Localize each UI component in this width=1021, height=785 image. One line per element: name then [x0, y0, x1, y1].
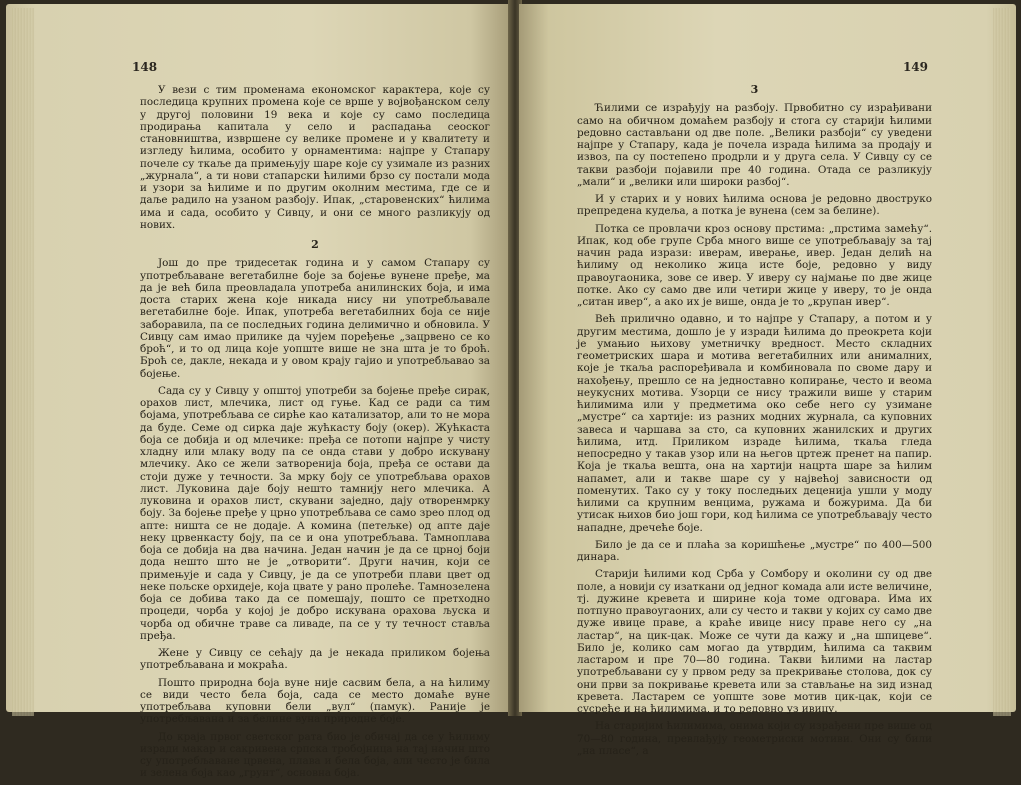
paragraph: Сада су у Сивцу у општој употреби за бојење пређе сирак, орахов лист, млечика, лист од гуње. Кад се ради са тим бојама, употребљава се сирће као катализатор, али то не мора да буде. Семе од сирка даје жућкасту боју (окер). Жућкаста боја се добија и од млечике: пређа се потопи најпре у чисту хладну или млаку воду па се онда стави у добро искувану млечику. Ако се жели затворенија боја, пређа се остави да стоји дуже у течности. За мрку боју се употребљава орахов лист. Луковина даје боју нешто тамнију него млечика. А луковина и орахов лист, скувани заједно, дају отворенмрку боју. За бојење пређе у црно употребљава се само зрео плод од апте: ништа се не додаје. А комина (петељке) од апте даје неку црвенкасту боју, па се и она употребљава. Тамноплава боја се добија на два начина. Један начин је да се црној боји дода нешто што не је „отворити“. Други начин, који се примењује и сада у Сивцу, је да се употреби плави цвет од неке пољске орхидеје, која цвате у рано пролеће. Тамнозелена боја се добива тако да се помешају, пошто се претходно процеди, чорба у којој је добро искувана орахова љуска и чорба од обичне траве са ливаде, па се у ту течност ставља пређа. — [140, 384, 490, 642]
left-page-body — [140, 84, 490, 785]
right-page-body — [577, 84, 932, 762]
paragraph: Жене у Сивцу се сећају да је некада приликом бојења употребљавана и мокраћа. — [140, 647, 490, 672]
page-number-right: 149 — [902, 60, 928, 74]
paragraph: Ћилими се израђују на разбоју. Првобитно су израђивани само на обичном домаћем разбоју и стога су старији ћилими редовно састављани од две поле. „Велики разбоји“ су уведени најпре у Стапару, када је почела израда ћилима за продају и извоз, па су постепено продрли и у друга села. У Сивцу су се такви разбоји појавили пре 40 година. Отада се разликују „мали“ и „велики или широки разбој“. — [577, 102, 932, 188]
paragraph: И у старих и у нових ћилима основа је редовно двоструко препредена кудеља, а потка је вунена (сем за белине). — [577, 193, 932, 218]
paragraph: Старији ћилими код Срба у Сомбору и околини су од две поле, а новији су изаткани од једног комада али исте величине, тј. дужине кревета и ширине која томе одговара. Има их потпуно правоугаоних, али су често и такви у којих су само две дуже ивице праве, а краће ивице нису праве него су „на ластар“, на цик-цак. Може се чути да кажу и „на шпицеве“. Било је, колико сам могао да утврдим, ћилима са таквим ластаром и пре 70—80 година. Такви ћилими на ластар употребљавани су у првом реду за прекривање столова, док су они први за покривање кревета или за стављање на зид изнад кревета. Ластарем се уопште зове мотив цик-цак, који се сусреће и на ћилимима, и то редовно уз ивицу. — [577, 568, 932, 715]
paragraph: Потка се провлачи кроз основу прстима: „прстима замећу“. Ипак, код обе групе Срба много више се употребљавају за тај начин рада изрази: иверам, иверање, ивер. Један делић на ћилиму од неколико жица исте боје, редовно у виду правоугаоника, зове се ивер. У иверу су најмање по две жице потке. Ако су само две или четири жице у иверу, то је онда „ситан ивер“, а ако их је више, онда је то „крупан ивер“. — [577, 222, 932, 308]
paragraph: До краја првог светског рата био је обичај да се у ћилиму изради макар и сакривена српска тробојница на тај начин што су употребљаване црвена, плава и бела боја, али често је била и зелена боја као „грунт“, основна боја. — [140, 730, 490, 780]
left-page — [6, 4, 511, 780]
paragraph: На старијим ћилимима, онима који су израђени пре више од 70—80 година, превлађују геометриски мотиви. Они су били „на пласе“, а — [577, 720, 932, 757]
paragraph: Било је да се и плаћа за коришћење „мустре“ по 400—500 динара. — [577, 538, 932, 563]
paragraph: Пошто природна боја вуне није сасвим бела, а на ћилиму се види често бела боја, сада се место домаће вуне употребљава куповни бели „вул“ (памук). Раније је употребљавана и за белине вуна природне боје. — [140, 676, 490, 726]
paragraph: Још до пре тридесетак година и у самом Стапару су употребљаване вегетабилне боје за бојење вунене пређе, ма да је већ била преовладала употреба анилинских боја, и има доста старих жена које никада нису ни употребљавале вегетабилне боје. Ипак, употреба вегетабилних боја се није заборавила, па се последњих година делимично и обновила. У Сивцу сам имао прилике да чујем поређење „зацрвено се ко броћ“, и то од лица које уопште више не зна шта је то броћ. Броћ се, дакле, некада и у овом крају гајио и употребљавао за бојење. — [140, 257, 490, 380]
section-number: 3 — [750, 83, 759, 96]
page-edge-decoration — [12, 8, 34, 716]
page-number-left: 148 — [132, 60, 158, 74]
paragraph: У вези с тим променама економског карактера, које су последица крупних промена које се врше у војвођанском селу у другој половини 19 века и које су само последица продирања капитала у село и распадања сеоског становништва, извршене су велике промене и у квалитету и изгледу ћилима, особито у орнаментима: најпре у Стапару почеле су ткаље да примењују шаре које су узимале из разних „журнала“, а ти нови стапарски ћилими брзо су постали мода и узори за ћилиме и по другим околним местима, где се и даље радило на узаном разбоју. Ипак, „старовенских“ ћилима има и сада, особито у Сивцу, и они се много разликују од нових. — [140, 84, 490, 231]
page-edge-decoration — [993, 8, 1011, 716]
section-number: 2 — [311, 238, 319, 251]
paragraph: Већ прилично одавно, и то најпре у Стапару, а потом и у другим местима, дошло је у изради ћилима до преокрета који је умањио њихову уметничку вредност. Место складних геометриских шара и мотива вегетабилних или анималних, које је ткаља распоређивала и комбиновала по своме дару и нахођењу, прешло се на једноставно копирање, често и веома неукусних мотива. Узорци се нису тражили више у старим ћилимима или у предметима око себе него су узимане „мустре“ са хартије: из разних модних журнала, са куповних завеса и чаршава за сто, са куповних жанилских и других ћилима, итд. Приликом израде ћилима, ткаља гледа непосредно у такав узор или на његов цртеж пренет на папир. Која је ткаља вешта, она на хартији нацрта шаре за ћилим напамет, али и такве шаре су у највећој зависности од поменутих. Тако су у току последњих деценија ушли у моду ћилими са крупним венцима, ружама и божурима. Да би утисак њихов био још гори, код ћилима се употребљавају често нападне, дречеће боје. — [577, 313, 932, 534]
right-page — [519, 4, 1016, 757]
